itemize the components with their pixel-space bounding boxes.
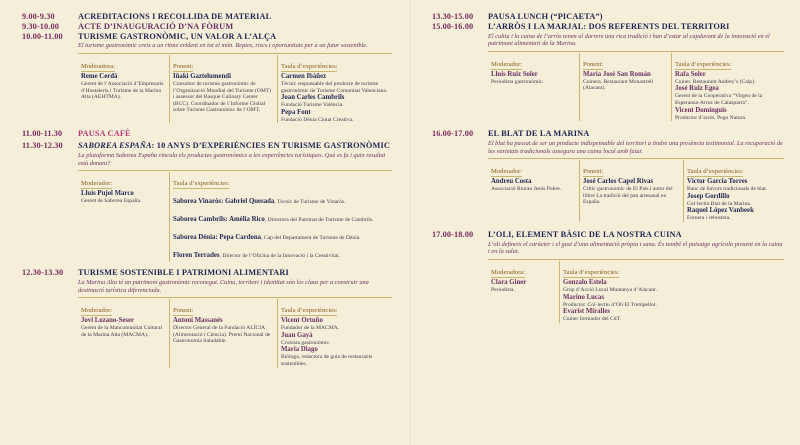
session bbox=[22, 129, 392, 139]
participant-info: Col·lectiu Blat de la Marina. bbox=[687, 200, 752, 207]
page-fold bbox=[410, 0, 412, 445]
session bbox=[432, 129, 784, 222]
session-time: 11.00-11.30 bbox=[22, 129, 63, 139]
session-title: L’OLI, ELEMENT BÀSIC DE LA NOSTRA CUINA bbox=[488, 229, 682, 239]
participant-row bbox=[173, 190, 389, 208]
session-time: 15.00-16.00 bbox=[432, 21, 474, 31]
speaker-name: Iñaki Gaztelumendi bbox=[173, 72, 231, 80]
session-description: El turisme gastronòmic creix a un ritme evident en tot el món. Reptes, riscs i oportunitats per a un futur sostenible. bbox=[78, 42, 368, 50]
participant-info: Tècnic responsable del producte de turisme gastronòmic de Turisme Comunitat Valenciana. bbox=[281, 80, 388, 94]
speaker-info: Crític gastronòmic de El País i autor del llibre La tradició del pan artesanal en España. bbox=[583, 186, 673, 206]
participant-info: , Directora del Patronat de Turisme de Cambrils. bbox=[264, 217, 374, 224]
participant-name: Raquel López Vanbeek bbox=[687, 207, 754, 215]
participant-row bbox=[173, 226, 389, 244]
session bbox=[22, 268, 392, 367]
participant-row bbox=[173, 208, 389, 226]
participant-info: Productor. Col·lectiu d’Oli El Trempellot. bbox=[563, 301, 657, 308]
experiences-cell bbox=[672, 53, 784, 121]
participant-name: Evarist Miralles bbox=[563, 308, 611, 316]
session-time: 10.00-11.00 bbox=[22, 31, 63, 41]
session-title bbox=[78, 141, 390, 151]
session-description: La Marina Alta té un patrimoni gastronòmic reconegut. Cuina, territori i identitat són les claus per a construir una destinació turística diferenciada. bbox=[78, 278, 369, 294]
experiences-cell bbox=[278, 299, 392, 367]
participant-name: Saborea Dénia: Pepa Cardona bbox=[173, 234, 262, 242]
left-column bbox=[22, 12, 392, 368]
moderator-cell bbox=[488, 261, 560, 323]
participant-name: Juan Gayà bbox=[281, 331, 313, 339]
speakers-box bbox=[488, 51, 784, 121]
session-time: 11.30-12.30 bbox=[22, 141, 63, 151]
participant-row bbox=[173, 244, 389, 262]
moderator-cell bbox=[78, 172, 170, 262]
experiences-label: Taula d’experiències: bbox=[687, 168, 744, 176]
moderator-name: Reme Cerdà bbox=[81, 72, 118, 80]
moderator-cell bbox=[78, 299, 170, 367]
session-title: L’ARRÒS I LA MARJAL: DOS REFERENTS DEL TERRITORI bbox=[488, 21, 730, 31]
moderator-label: Moderador: bbox=[81, 307, 113, 315]
participant-info: Fundació Dénia Ciutat Creativa. bbox=[281, 116, 354, 123]
participant-info: Banc de llavors tradicionals de blat. bbox=[687, 186, 768, 193]
participant-name: Gonzalo Estela bbox=[563, 278, 607, 286]
session bbox=[432, 230, 784, 323]
participant-info: , Cap del Departament de Turisme de Dénia. bbox=[261, 235, 361, 242]
participant-info: Gerent de la Cooperativa “Virgen de la Esperanza-Arroz de Calasparra”. bbox=[675, 93, 763, 106]
moderator-label: Moderador: bbox=[81, 180, 113, 188]
participant-info: , Tècnic de Turisme de Vinaròs. bbox=[274, 199, 346, 206]
experiences-cell bbox=[278, 55, 392, 123]
session bbox=[22, 141, 392, 262]
participant-name: Saborea Vinaròs: Gabriel Quesada bbox=[173, 198, 275, 206]
participant-info: Cronista gastronòmic. bbox=[281, 339, 331, 346]
moderator-cell bbox=[78, 55, 170, 123]
speakers-box bbox=[78, 53, 392, 123]
session-time: 17.00-18.00 bbox=[432, 229, 474, 239]
speaker-label: Ponent: bbox=[173, 62, 194, 70]
experiences-label: Taula d’experiències: bbox=[281, 62, 338, 70]
participant-name: Floren Terrades bbox=[173, 252, 220, 260]
speaker-label: Ponent: bbox=[173, 307, 194, 315]
session bbox=[22, 22, 392, 32]
speaker-cell bbox=[170, 299, 278, 367]
participant-name: Marino Lucas bbox=[563, 293, 604, 301]
experiences-cell bbox=[684, 160, 784, 222]
moderator-name: Jovi Lozano-Seser bbox=[81, 317, 135, 325]
speaker-name: José Carlos Capel Rivas bbox=[583, 178, 654, 186]
session bbox=[432, 22, 784, 121]
moderator-info: Associació Riurau Jesús Pobre. bbox=[491, 186, 562, 193]
moderator-info: Periodista. bbox=[491, 286, 515, 293]
participant-name: Pepa Font bbox=[281, 108, 311, 116]
right-column bbox=[432, 12, 784, 323]
session-title-rest: : 10 ANYS D’EXPERIÈNCIES EN TURISME GASTRONÒMIC bbox=[151, 141, 390, 151]
moderator-info: Periodista gastronòmic. bbox=[491, 78, 544, 85]
moderator-name: Lluís Ruiz Soler bbox=[491, 70, 538, 78]
experiences-label: Taula d’experiències: bbox=[173, 180, 230, 188]
participant-info: Biòloga, redactora de guia de restaurants sostenibles. bbox=[281, 354, 373, 367]
session-title-italic: SABOREA ESPAÑA bbox=[78, 141, 152, 151]
moderator-info: Gerent de l’Associació d’Empresaris d’Hostaleria i Turisme de la Marina Alta (AEHTMA). bbox=[81, 80, 164, 101]
participant-info: Cuiner. Restaurant Audrey’s (Calp). bbox=[675, 78, 756, 85]
speaker-info: Director General de la Fundació ALÍCIA (Alimentació i Ciència). Premi Nacional de Gastronomia Saludable. bbox=[173, 325, 271, 345]
experiences-label: Taula d’experiències: bbox=[281, 307, 338, 315]
participant-name: Vicent Ortuño bbox=[281, 317, 323, 325]
session-time: 12.30-13.30 bbox=[22, 268, 64, 278]
experiences-cell bbox=[560, 261, 710, 323]
session-description: L’oli defineix el caràcter i el gust d’una alimentació pròpia i sana. És també el paisatge agrícola present en la cuina i en la salut. bbox=[488, 240, 783, 256]
participant-info: , Director de l’Oficina de la Innovació i la Creativitat. bbox=[219, 253, 340, 260]
participant-info: Fundador de la MACMA. bbox=[281, 325, 340, 332]
speaker-cell bbox=[580, 53, 672, 121]
participant-info: Grup d’Acció Local Muntanya d’Alacant. bbox=[563, 286, 657, 293]
participant-info: Productor d’arròs, Pego Natura. bbox=[675, 114, 747, 121]
session-description: La plataforma Saborea España vincula els productes gastronòmics a les experiències turístiques. Què es fa i quin resultat està donant? bbox=[78, 151, 386, 167]
session bbox=[22, 32, 392, 124]
moderator-cell bbox=[488, 160, 580, 222]
moderator-label: Moderadora: bbox=[491, 268, 526, 276]
session-title: PAUSA LUNCH (“PICAETA”) bbox=[488, 12, 603, 21]
participant-name: José Ruiz Egea bbox=[675, 85, 719, 93]
moderator-name: Lluís Pujol Marco bbox=[81, 190, 134, 198]
speakers-box bbox=[488, 259, 784, 323]
speakers-box bbox=[488, 158, 784, 222]
participant-name: Saborea Cambrils: Amèlia Rico bbox=[173, 216, 265, 224]
participant-info: Fundació Turisme València. bbox=[281, 102, 344, 109]
speakers-box bbox=[78, 297, 392, 367]
session-title: ACTE D’INAUGURACIÓ D’NA FÒRUM bbox=[78, 21, 234, 31]
session-description: El cultiu i la cuina de l’arròs tenen al darrere una rica tradició i han d’estar al capdavant de la innovació en el patrimoni alimentari de la Marina. bbox=[488, 32, 770, 48]
speaker-label: Ponent: bbox=[583, 60, 604, 68]
speaker-info: Consultor de turisme gastronòmic de l’Organització Mundial del Turisme (OMT) i assessor del Basque Culinary Center (BCC). Coordinador de l’Informe Global sobre Turisme Gastronòmic de l’OMT. bbox=[173, 80, 272, 114]
session-time: 13.30-15.00 bbox=[432, 12, 474, 21]
participant-info: Fornera i rebostera. bbox=[687, 215, 731, 222]
speaker-cell bbox=[580, 160, 684, 222]
experiences-label: Taula d’experiències: bbox=[563, 268, 620, 276]
session-title: ACREDITACIONS I RECOLLIDA DE MATERIAL bbox=[78, 12, 272, 21]
moderator-label: Moderador: bbox=[491, 168, 523, 176]
session-time: 16.00-17.00 bbox=[432, 129, 474, 139]
experiences-cell bbox=[170, 172, 392, 262]
speakers-box bbox=[78, 170, 392, 262]
moderator-name: Andreu Costa bbox=[491, 178, 532, 186]
moderator-name: Clara Giner bbox=[491, 278, 527, 286]
session-title: TURISME GASTRONÒMIC, UN VALOR A L’ALÇA bbox=[78, 31, 277, 41]
speaker-info: Cuinera. Restaurant Monastrell (Alacant). bbox=[583, 78, 654, 92]
participant-name: Vicent Domínguis bbox=[675, 106, 727, 114]
session bbox=[22, 12, 392, 22]
speaker-name: María José San Román bbox=[583, 70, 651, 78]
participant-name: Víctor García Torres bbox=[687, 178, 748, 186]
session-description: El blat ha passat de ser un producte indispensable del territori a tindre una presència testimonial. La recuperació de les varietats tradicionals assegura una cuina local amb futur. bbox=[488, 139, 783, 155]
moderator-cell bbox=[488, 53, 580, 121]
experiences-label: Taula d’experiències: bbox=[675, 60, 732, 68]
participant-info: Cuiner formador del CdT. bbox=[563, 316, 621, 323]
speaker-name: Antoni Massanés bbox=[173, 317, 223, 325]
moderator-info: Gerent de Saborea España. bbox=[81, 198, 142, 205]
session-title: TURISME SOSTENIBLE I PATRIMONI ALIMENTARI bbox=[78, 268, 289, 278]
session-time: 9.30-10.00 bbox=[22, 21, 59, 31]
session-title: PAUSA CAFÈ bbox=[78, 129, 131, 139]
participant-name: María Diago bbox=[281, 346, 318, 354]
participant-name: Joan Carles Cambrils bbox=[281, 94, 345, 102]
speaker-label: Ponent: bbox=[583, 168, 604, 176]
participant-name: Josep Gordillo bbox=[687, 192, 730, 200]
session bbox=[432, 12, 784, 22]
participant-name: Rafa Soler bbox=[675, 70, 706, 78]
session-time: 9.00-9.30 bbox=[22, 12, 55, 21]
participant-name: Carmen Ibáñez bbox=[281, 72, 327, 80]
speaker-cell bbox=[170, 55, 278, 123]
moderator-label: Moderador: bbox=[491, 60, 523, 68]
moderator-label: Moderadora: bbox=[81, 62, 116, 70]
session-title: EL BLAT DE LA MARINA bbox=[488, 129, 590, 139]
moderator-info: Gerent de la Mancomunitat Cultural de la Marina Alta (MACMA). bbox=[81, 325, 163, 338]
